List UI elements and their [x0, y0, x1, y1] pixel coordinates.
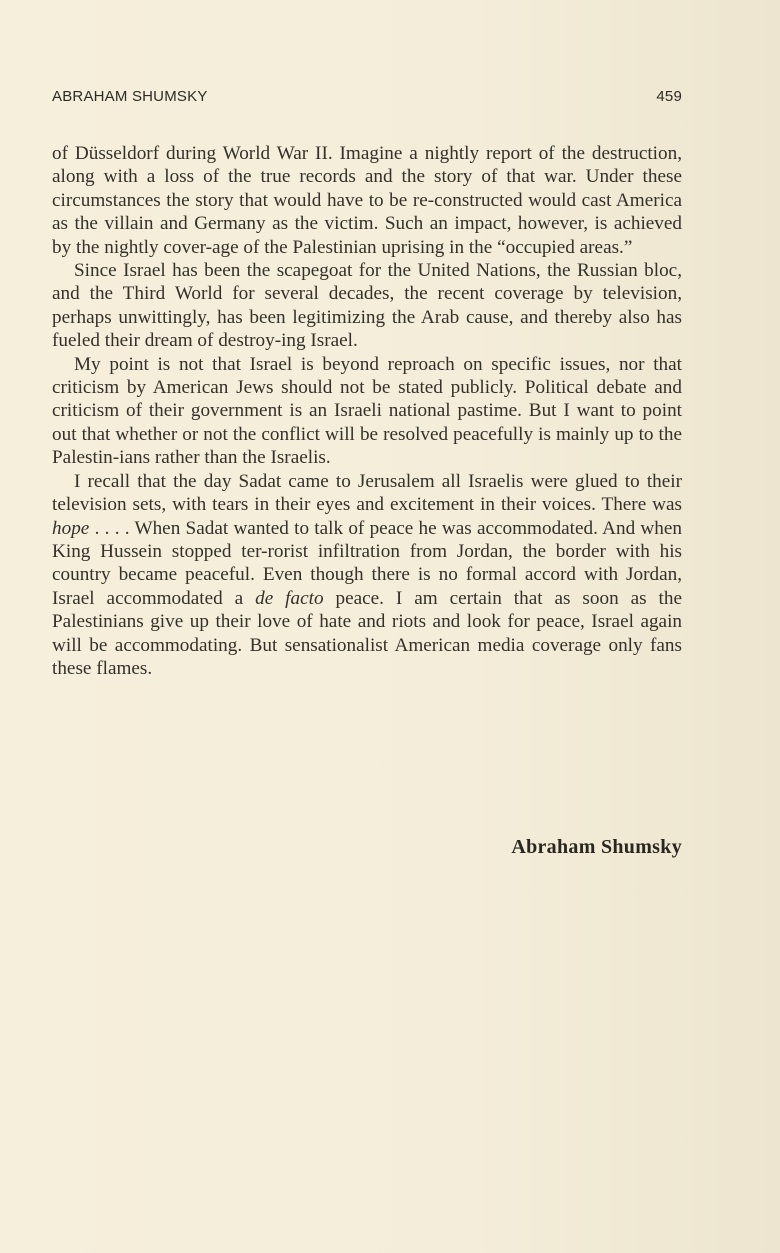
paragraph-2 — [52, 259, 682, 353]
paragraph-2-text: Since Israel has been the scapegoat for the United Nations, the Russian bloc, and the Third World for several decades, the recent coverage by television, perhaps unwittingly, has been legitimizing the Arab cause, and thereby also has fueled their dream of destroy-ing Israel. — [52, 260, 682, 352]
article-body — [52, 142, 682, 680]
paragraph-3-text: My point is not that Israel is beyond reproach on specific issues, nor that criticism by American Jews should not be stated publicly. Political debate and criticism of their government is an Israeli national pastime. But I want to point out that whether or not the conflict will be resolved peacefully is mainly up to the Palestin-ians rather than the Israelis. — [52, 353, 682, 469]
paragraph-4-text-c: peace. I am certain that as soon as the Palestinians give up their love of hate and riots and look for peace, Israel again will be accommodating. But sensationalist American media coverage only fans these flames. — [52, 587, 682, 679]
paragraph-3 — [52, 353, 682, 470]
page-number: 459 — [656, 88, 682, 105]
italic-hope: hope — [52, 517, 90, 539]
paragraph-4-text-b: . . . . When Sadat wanted to talk of peace he was accommodated. And when King Hussein stopped ter-rorist infiltration from Jordan, the border with his country became peaceful. Even though there is no formal accord with Jordan, Israel accommodated a — [52, 517, 682, 609]
paragraph-1-text: of Düsseldorf during World War II. Imagine a nightly report of the destruction, along with a loss of the true records and the story of that war. Under these circumstances the story that would have to be re-constructed would cast America as the villain and Germany as the victim. Such an impact, however, is achieved by the nightly cover-age of the Palestinian uprising in the “occupied areas.” — [52, 143, 682, 258]
paragraph-4-text-a: I recall that the day Sadat came to Jerusalem all Israelis were glued to their television sets, with tears in their eyes and excitement in their voices. There was — [52, 470, 682, 516]
running-head-title: ABRAHAM SHUMSKY — [52, 88, 208, 105]
italic-de-facto: de facto — [255, 587, 324, 609]
paragraph-4 — [52, 470, 682, 681]
paragraph-1 — [52, 142, 682, 259]
running-head — [52, 88, 682, 105]
author-signature: Abraham Shumsky — [511, 836, 682, 858]
